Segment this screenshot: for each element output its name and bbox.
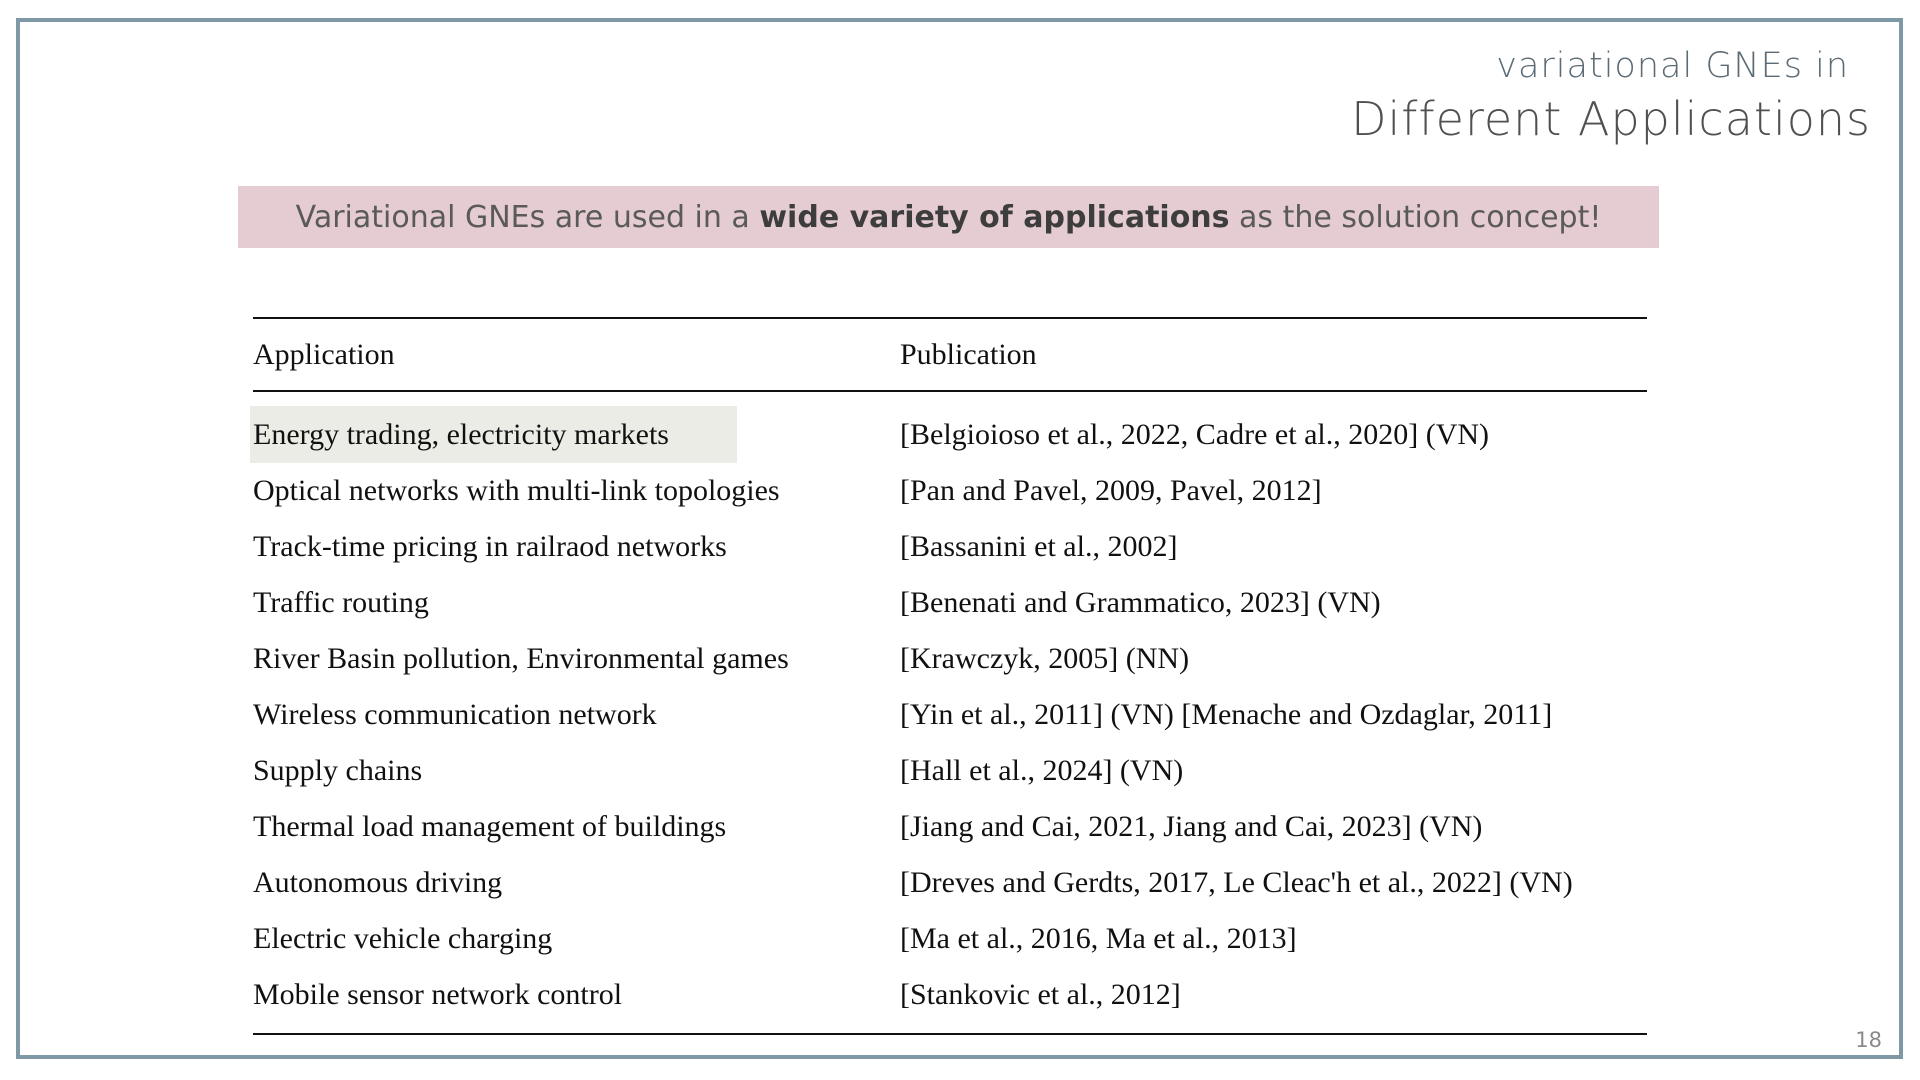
title-block [1351,40,1871,146]
slide-title: Different Applications [1351,92,1871,146]
row-publication: [Yin et al., 2011] (VN) [Menache and Ozdaglar, 2011] [900,698,1553,731]
row-publication: [Bassanini et al., 2002] [900,530,1178,563]
table-row [253,743,1647,799]
row-application: Thermal load management of buildings [253,810,727,843]
row-application: Supply chains [253,754,423,787]
header-publication: Publication [900,337,1037,371]
row-publication: [Benenati and Grammatico, 2023] (VN) [900,586,1381,619]
row-publication: [Dreves and Gerdts, 2017, Le Cleac'h et al., 2022] (VN) [900,866,1573,899]
row-application: Traffic routing [253,586,429,619]
row-application: River Basin pollution, Environmental games [253,642,789,675]
row-application: Mobile sensor network control [253,978,623,1011]
row-publication: [Stankovic et al., 2012] [900,978,1181,1011]
table-body [253,392,1647,1033]
table-row [253,575,1647,631]
table-row [253,911,1647,967]
row-application: Electric vehicle charging [253,922,553,955]
table-row [253,407,1647,463]
row-application: Autonomous driving [253,866,503,899]
row-publication: [Belgioioso et al., 2022, Cadre et al., 2020] (VN) [900,418,1490,451]
table-bottom-rule [253,1033,1647,1035]
slide-subtitle: variational GNEs in [1496,46,1849,86]
table-row [253,519,1647,575]
table-header-row [253,319,1647,390]
table-row [253,855,1647,911]
row-publication: [Pan and Pavel, 2009, Pavel, 2012] [900,474,1322,507]
row-publication: [Hall et al., 2024] (VN) [900,754,1184,787]
table-row [253,687,1647,743]
table-row [253,799,1647,855]
row-application: Energy trading, electricity markets [250,406,737,463]
applications-table [253,317,1647,1035]
banner-prefix: Variational GNEs are used in a [295,199,760,235]
row-application: Wireless communication network [253,698,657,731]
banner-emphasis: wide variety of applications [759,199,1230,235]
header-application: Application [253,337,395,371]
table-row [253,463,1647,519]
table-row [253,631,1647,687]
row-application: Optical networks with multi-link topologies [253,474,780,507]
row-application: Track-time pricing in railraod networks [253,530,727,563]
table-row [253,967,1647,1023]
row-publication: [Ma et al., 2016, Ma et al., 2013] [900,922,1297,955]
highlight-banner [238,186,1659,248]
banner-suffix: as the solution concept! [1229,199,1602,235]
row-publication: [Krawczyk, 2005] (NN) [900,642,1190,675]
page-number: 18 [1855,1028,1882,1052]
row-publication: [Jiang and Cai, 2021, Jiang and Cai, 2023] (VN) [900,810,1483,843]
